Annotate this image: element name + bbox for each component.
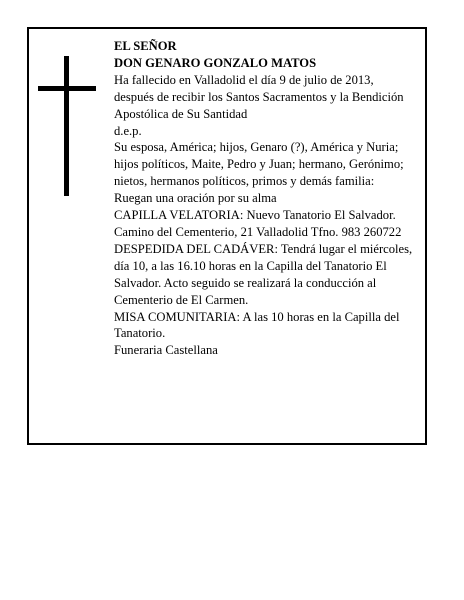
prayer-request: Ruegan una oración por su alma <box>114 191 277 206</box>
notice-text <box>114 38 414 359</box>
cross-horizontal-bar <box>38 86 96 91</box>
dep-text: d.e.p. <box>114 123 142 138</box>
chapel-info: CAPILLA VELATORIA: Nuevo Tanatorio El Salvador. Camino del Cementerio, 21 Valladolid Tfno. 983 260722 <box>114 208 402 239</box>
cross-vertical-bar <box>64 56 69 196</box>
mass-info: MISA COMUNITARIA: A las 10 horas en la Capilla del Tanatorio. <box>114 309 400 341</box>
notice-title: EL SEÑOR <box>114 39 177 53</box>
farewell-info: DESPEDIDA DEL CADÁVER: Tendrá lugar el miércoles, día 10, a las 16.10 horas en la Capilla del Tanatorio El Salvador. Acto seguido se realizará la conducción al Cementerio de El Carmen. <box>114 241 413 307</box>
death-announcement: Ha fallecido en Valladolid el día 9 de julio de 2013, después de recibir los Santos Sacramentos y la Bendición Apostólica de Su Santidad <box>114 72 404 121</box>
deceased-name: DON GENARO GONZALO MATOS <box>114 55 317 70</box>
funeral-home: Funeraria Castellana <box>114 343 218 358</box>
family-list: Su esposa, América; hijos, Genaro (?), América y Nuria; hijos políticos, Maite, Pedro y Juan; hermano, Gerónimo; nietos, hermanos políticos, primos y demás familia: <box>114 140 404 189</box>
